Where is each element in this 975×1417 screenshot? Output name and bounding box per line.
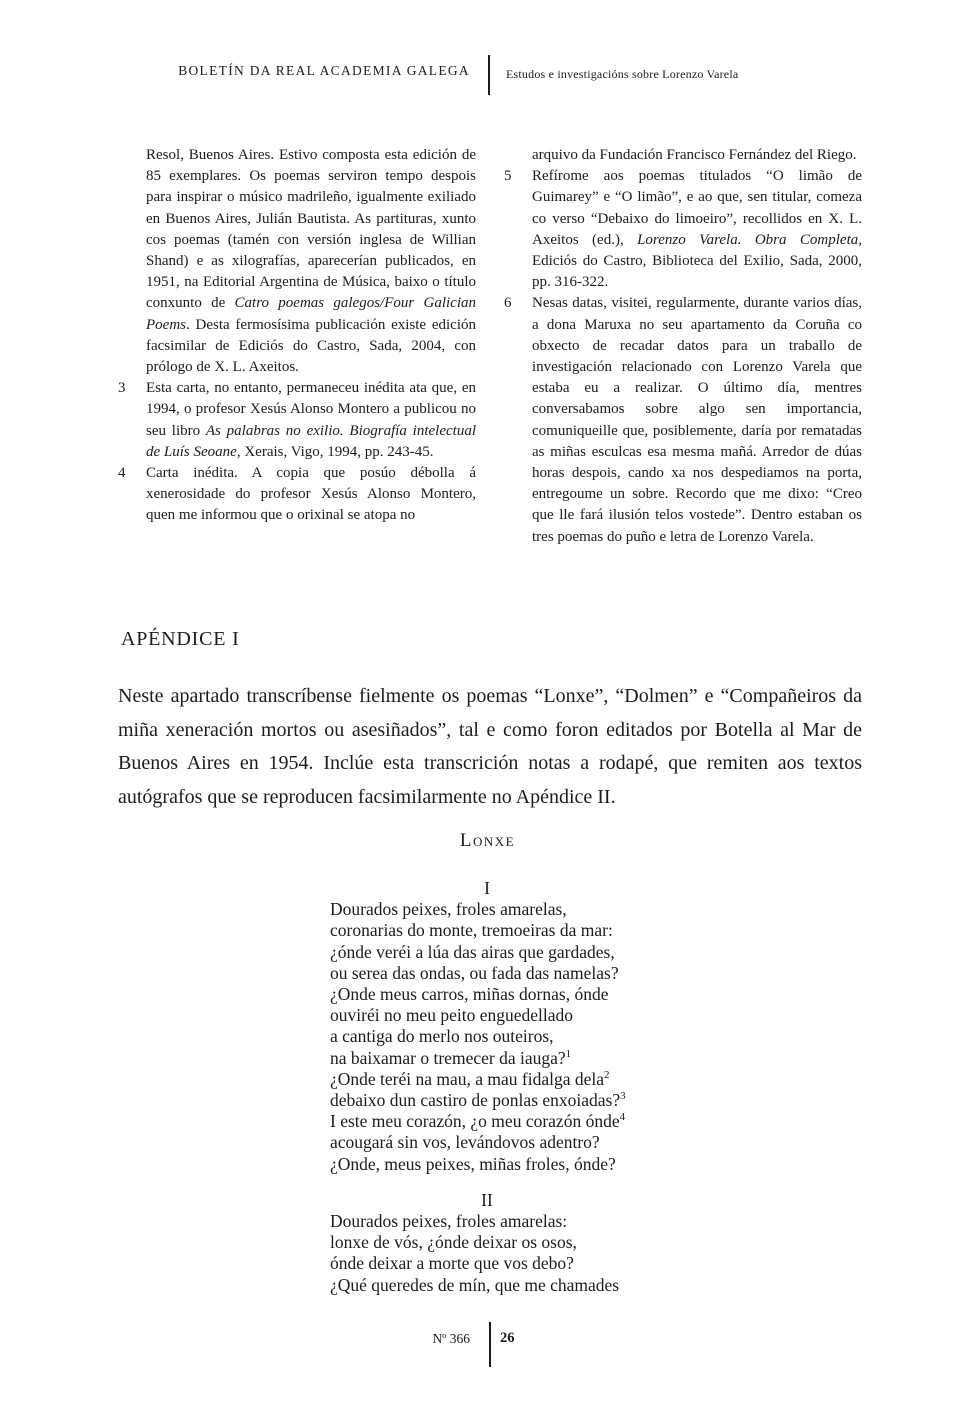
poem-line: ónde deixar a morte que vos debo? xyxy=(330,1253,574,1274)
footnote-item xyxy=(504,293,862,547)
poem-line: ¿Onde teréi na mau, a mau fidalga dela$^2$ xyxy=(330,1068,610,1089)
issue-number: Nº 366 xyxy=(432,1331,470,1346)
header-divider xyxy=(488,55,490,95)
poem-line: na baixamar o tremecer da iauga?$^1$ xyxy=(330,1047,572,1068)
page-number: 26 xyxy=(500,1330,515,1346)
footnote-text: Esta carta, no entanto, permaneceu inédita ata que, en 1994, o profesor Xesús Alonso Montero a publicou no seu libro As palabras no exilio. Biografía intelectual de Luís Seoane, Xerais, Vigo, 1994, pp. 243-45. xyxy=(146,380,476,460)
poem-line: a cantiga do merlo nos outeiros, xyxy=(330,1026,554,1047)
footer-divider xyxy=(489,1322,491,1367)
poem-line: ou serea das ondas, ou fada das namelas? xyxy=(330,962,619,983)
footnote-item xyxy=(118,145,476,378)
footnotes-section xyxy=(118,145,862,548)
poem-line: ¿Onde meus carros, miñas dornas, ónde xyxy=(330,984,609,1005)
poem-line: coronarias do monte, tremoeiras da mar: xyxy=(330,920,613,941)
appendix-intro: Neste apartado transcríbense fielmente os poemas “Lonxe”, “Dolmen” e “Compañeiros da miña xeneración mortos ou asesiñados”, tal e como foron editados por Botella al Mar de Buenos Aires en 1954. Inclúe esta transcrición notas a rodapé, que remiten aos textos autógrafos que se reproducen facsimilarmente no Apéndice II. xyxy=(118,685,862,808)
poem-line: acougará sin vos, levándovos adentro? xyxy=(330,1132,600,1153)
poem-stanza xyxy=(330,878,644,1175)
poem-line: debaixo dun castiro de ponlas enxoiadas?$^3$ xyxy=(330,1090,626,1111)
footnote-number xyxy=(118,145,146,378)
footnote-text: Resol, Buenos Aires. Estivo composta esta edición de 85 exemplares. Os poemas serviron tempo despois para inspirar o músico madrileño, igualmente exiliado en Buenos Aires, Julián Bautista. As partituras, xunto cos poemas (tamén con versión inglesa de Willian Shand) e as xilografías, aparecerían publicados, en 1951, na Editorial Argentina de Música, baixo o título conxunto de Catro poemas galegos/Four Galician Poems. Desta fermosísima publicación existe edición facsimilar de Ediciós do Castro, Sada, 2004, con prólogo de X. L. Axeitos. xyxy=(146,147,476,376)
header-subtitle: Estudos e investigacións sobre Lorenzo Varela xyxy=(506,67,739,81)
footnote-item xyxy=(118,378,476,463)
appendix-heading: APÉNDICE I xyxy=(121,628,240,650)
poem-line: lonxe de vós, ¿ónde deixar os osos, xyxy=(330,1232,577,1253)
stanza-numeral: II xyxy=(481,1189,493,1210)
footnote-marker: 1 xyxy=(565,1047,572,1060)
poem-title: Lonxe xyxy=(459,830,516,851)
footnote-item xyxy=(504,145,862,166)
footnote-marker: 3 xyxy=(620,1090,626,1103)
footnote-number: 6 xyxy=(504,295,512,312)
footnote-text: Carta inédita. A copia que posúo débolla á xenerosidade do profesor Xesús Alonso Montero, quen me informou que o orixinal se atopa no xyxy=(146,465,476,524)
footnote-item xyxy=(118,463,476,527)
footnote-text: Nesas datas, visitei, regularmente, durante varios días, a dona Maruxa no seu apartamento da Coruña co obxecto de recadar datos para un traballo de investigación relacionado con Lorenzo Varela que estaba eu a realizar. O último día, mentres conversabamos sobre algo sen importancia, comuniqueille que, posiblemente, daría por rematadas as miñas esculcas esa mesma mañá. Arredor de dúas horas despois, cando xa nos despediamos na porta, entregoume un sobre. Recordo que me dixo: “Creo que lle fará ilusión telos vostede”. Dentro estaban os tres poemas do puño e letra de Lorenzo Varela. xyxy=(532,295,862,545)
footnote-number: 4 xyxy=(118,465,126,482)
poem-line: I este meu corazón, ¿o meu corazón ónde$^4$ xyxy=(330,1111,626,1132)
footnotes-right-column xyxy=(504,145,862,548)
poem-line: ¿Onde, meus peixes, miñas froles, ónde? xyxy=(330,1153,616,1174)
stanza-numeral: I xyxy=(484,878,490,898)
journal-title: BOLETÍN DA REAL ACADEMIA GALEGA xyxy=(178,63,470,78)
poem-stanza xyxy=(330,1190,644,1296)
poem-line: ouviréi no meu peito enguedellado xyxy=(330,1005,573,1026)
footnotes-left-column xyxy=(118,145,476,548)
poem xyxy=(330,878,644,1296)
poem-line: Dourados peixes, froles amarelas: xyxy=(330,1211,568,1232)
footnote-number xyxy=(504,145,532,166)
footnote-marker: 4 xyxy=(619,1111,626,1124)
footnote-text: Refírome aos poemas titulados “O limão de Guimarey” e “O limão”, e ao que, sen titular, comeza co verso “Debaixo do limoeiro”, recollidos en X. L. Axeitos (ed.), Lorenzo Varela. Obra Completa, Ediciós do Castro, Biblioteca del Exilio, Sada, 2000, pp. 316-322. xyxy=(532,168,862,291)
footnote-number: 3 xyxy=(118,380,126,397)
footnote-number: 5 xyxy=(504,168,512,185)
footnote-marker: 2 xyxy=(604,1069,610,1081)
poem-line: Dourados peixes, froles amarelas, xyxy=(330,899,567,920)
footnote-item xyxy=(504,166,862,293)
footnote-text: arquivo da Fundación Francisco Fernández del Riego. xyxy=(532,147,857,163)
poem-line: ¿Qué queredes de mín, que me chamades xyxy=(330,1274,620,1295)
poem-line: ¿ónde veréi a lúa das airas que gardades, xyxy=(330,941,615,962)
